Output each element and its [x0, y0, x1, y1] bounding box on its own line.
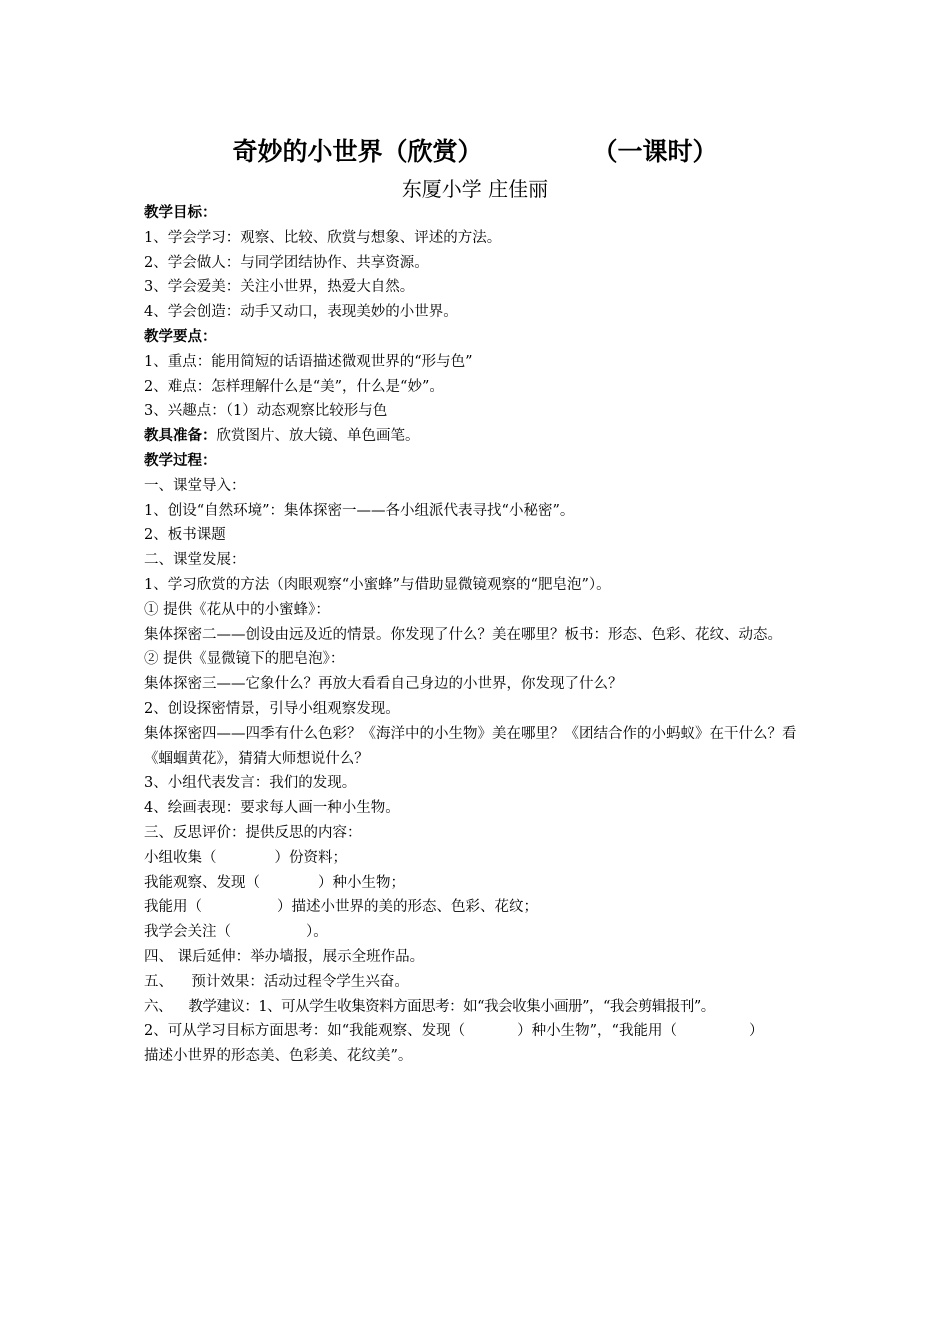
key-point-item: 1、重点：能用简短的话语描述微观世界的“形与色” — [144, 353, 473, 370]
title-sub: （一课时） — [592, 137, 718, 166]
process-paragraph: 集体探密四——四季有什么色彩？《海洋中的小生物》美在哪里？《团结合作的小蚂蚁》在干什么？看《蝈蝈黄花》，猜猜大师想说什么？ — [144, 725, 797, 767]
heading-goals: 教学目标： — [144, 205, 217, 221]
process-line: 4、绘画表现：要求每人画一种小生物。 — [144, 800, 400, 817]
process-line: 描述小世界的形态美、色彩美、花纹美”。 — [144, 1048, 413, 1065]
goal-item: 2、学会做人：与同学团结协作、共享资源。 — [144, 254, 429, 271]
process-line: 一、课堂导入： — [144, 477, 246, 494]
process-line: 二、课堂发展： — [144, 552, 246, 569]
key-point-item: 2、难点：怎样理解什么是“美”，什么是“妙”。 — [144, 378, 444, 395]
heading-materials: 教具准备： — [144, 428, 217, 445]
process-line: ① 提供《花从中的小蜜蜂》： — [144, 601, 330, 618]
process-line: 1、创设“自然环境”：集体探密一——各小组派代表寻找“小秘密”。 — [144, 502, 575, 519]
reflection-fill-line: 我能观察、发现（ ）种小生物； — [144, 874, 405, 891]
process-line: 1、学习欣赏的方法（肉眼观察“小蜜蜂”与借助显微镜观察的“肥皂泡”）。 — [144, 576, 611, 593]
materials-text: 欣赏图片、放大镜、单色画笔。 — [216, 428, 420, 445]
goal-item: 3、学会爱美：关注小世界，热爱大自然。 — [144, 279, 415, 296]
goal-item: 4、学会创造：动手又动口，表现美妙的小世界。 — [144, 304, 458, 321]
process-line: 六、 教学建议：1、可从学生收集资料方面思考：如“我会收集小画册”，“我会剪辑报刊”。 — [144, 998, 715, 1015]
process-line: 2、创设探密情景，引导小组观察发现。 — [144, 700, 400, 717]
reflection-fill-line: 小组收集（ ）份资料； — [144, 849, 347, 866]
heading-key-points: 教学要点： — [144, 328, 217, 345]
suggestion-fill-line: 2、可从学习目标方面思考：如“我能观察、发现（ ）种小生物”，“我能用（ ） — [144, 1023, 764, 1040]
heading-process: 教学过程： — [144, 452, 217, 469]
title-main: 奇妙的小世界（欣赏） — [232, 137, 483, 166]
process-line: 四、 课后延伸：举办墙报，展示全班作品。 — [144, 948, 425, 965]
process-line: 3、小组代表发言：我们的发现。 — [144, 775, 357, 792]
process-line: 2、板书课题 — [144, 527, 226, 544]
key-point-item: 3、兴趣点：（1）动态观察比较形与色 — [144, 403, 388, 420]
process-line: 三、反思评价：提供反思的内容： — [144, 824, 362, 841]
page-title — [0, 132, 950, 168]
materials-line — [144, 424, 824, 449]
process-line: 集体探密三——它象什么？再放大看看自己身边的小世界，你发现了什么？ — [144, 676, 623, 693]
lesson-body — [144, 201, 824, 1069]
author-line: 东厦小学 庄佳丽 — [401, 177, 549, 201]
goal-item: 1、学会学习：观察、比较、欣赏与想象、评述的方法。 — [144, 229, 502, 246]
process-line: 五、 预计效果：活动过程令学生兴奋。 — [144, 973, 409, 990]
reflection-fill-line: 我学会关注（ ）。 — [144, 924, 328, 941]
process-line: ② 提供《显微镜下的肥皂泡》： — [144, 651, 345, 668]
reflection-fill-line: 我能用（ ）描述小世界的美的形态、色彩、花纹； — [144, 899, 538, 916]
process-paragraph: 集体探密二——创设由远及近的情景。你发现了什么？美在哪里？板书：形态、色彩、花纹、动态。 — [144, 626, 782, 643]
